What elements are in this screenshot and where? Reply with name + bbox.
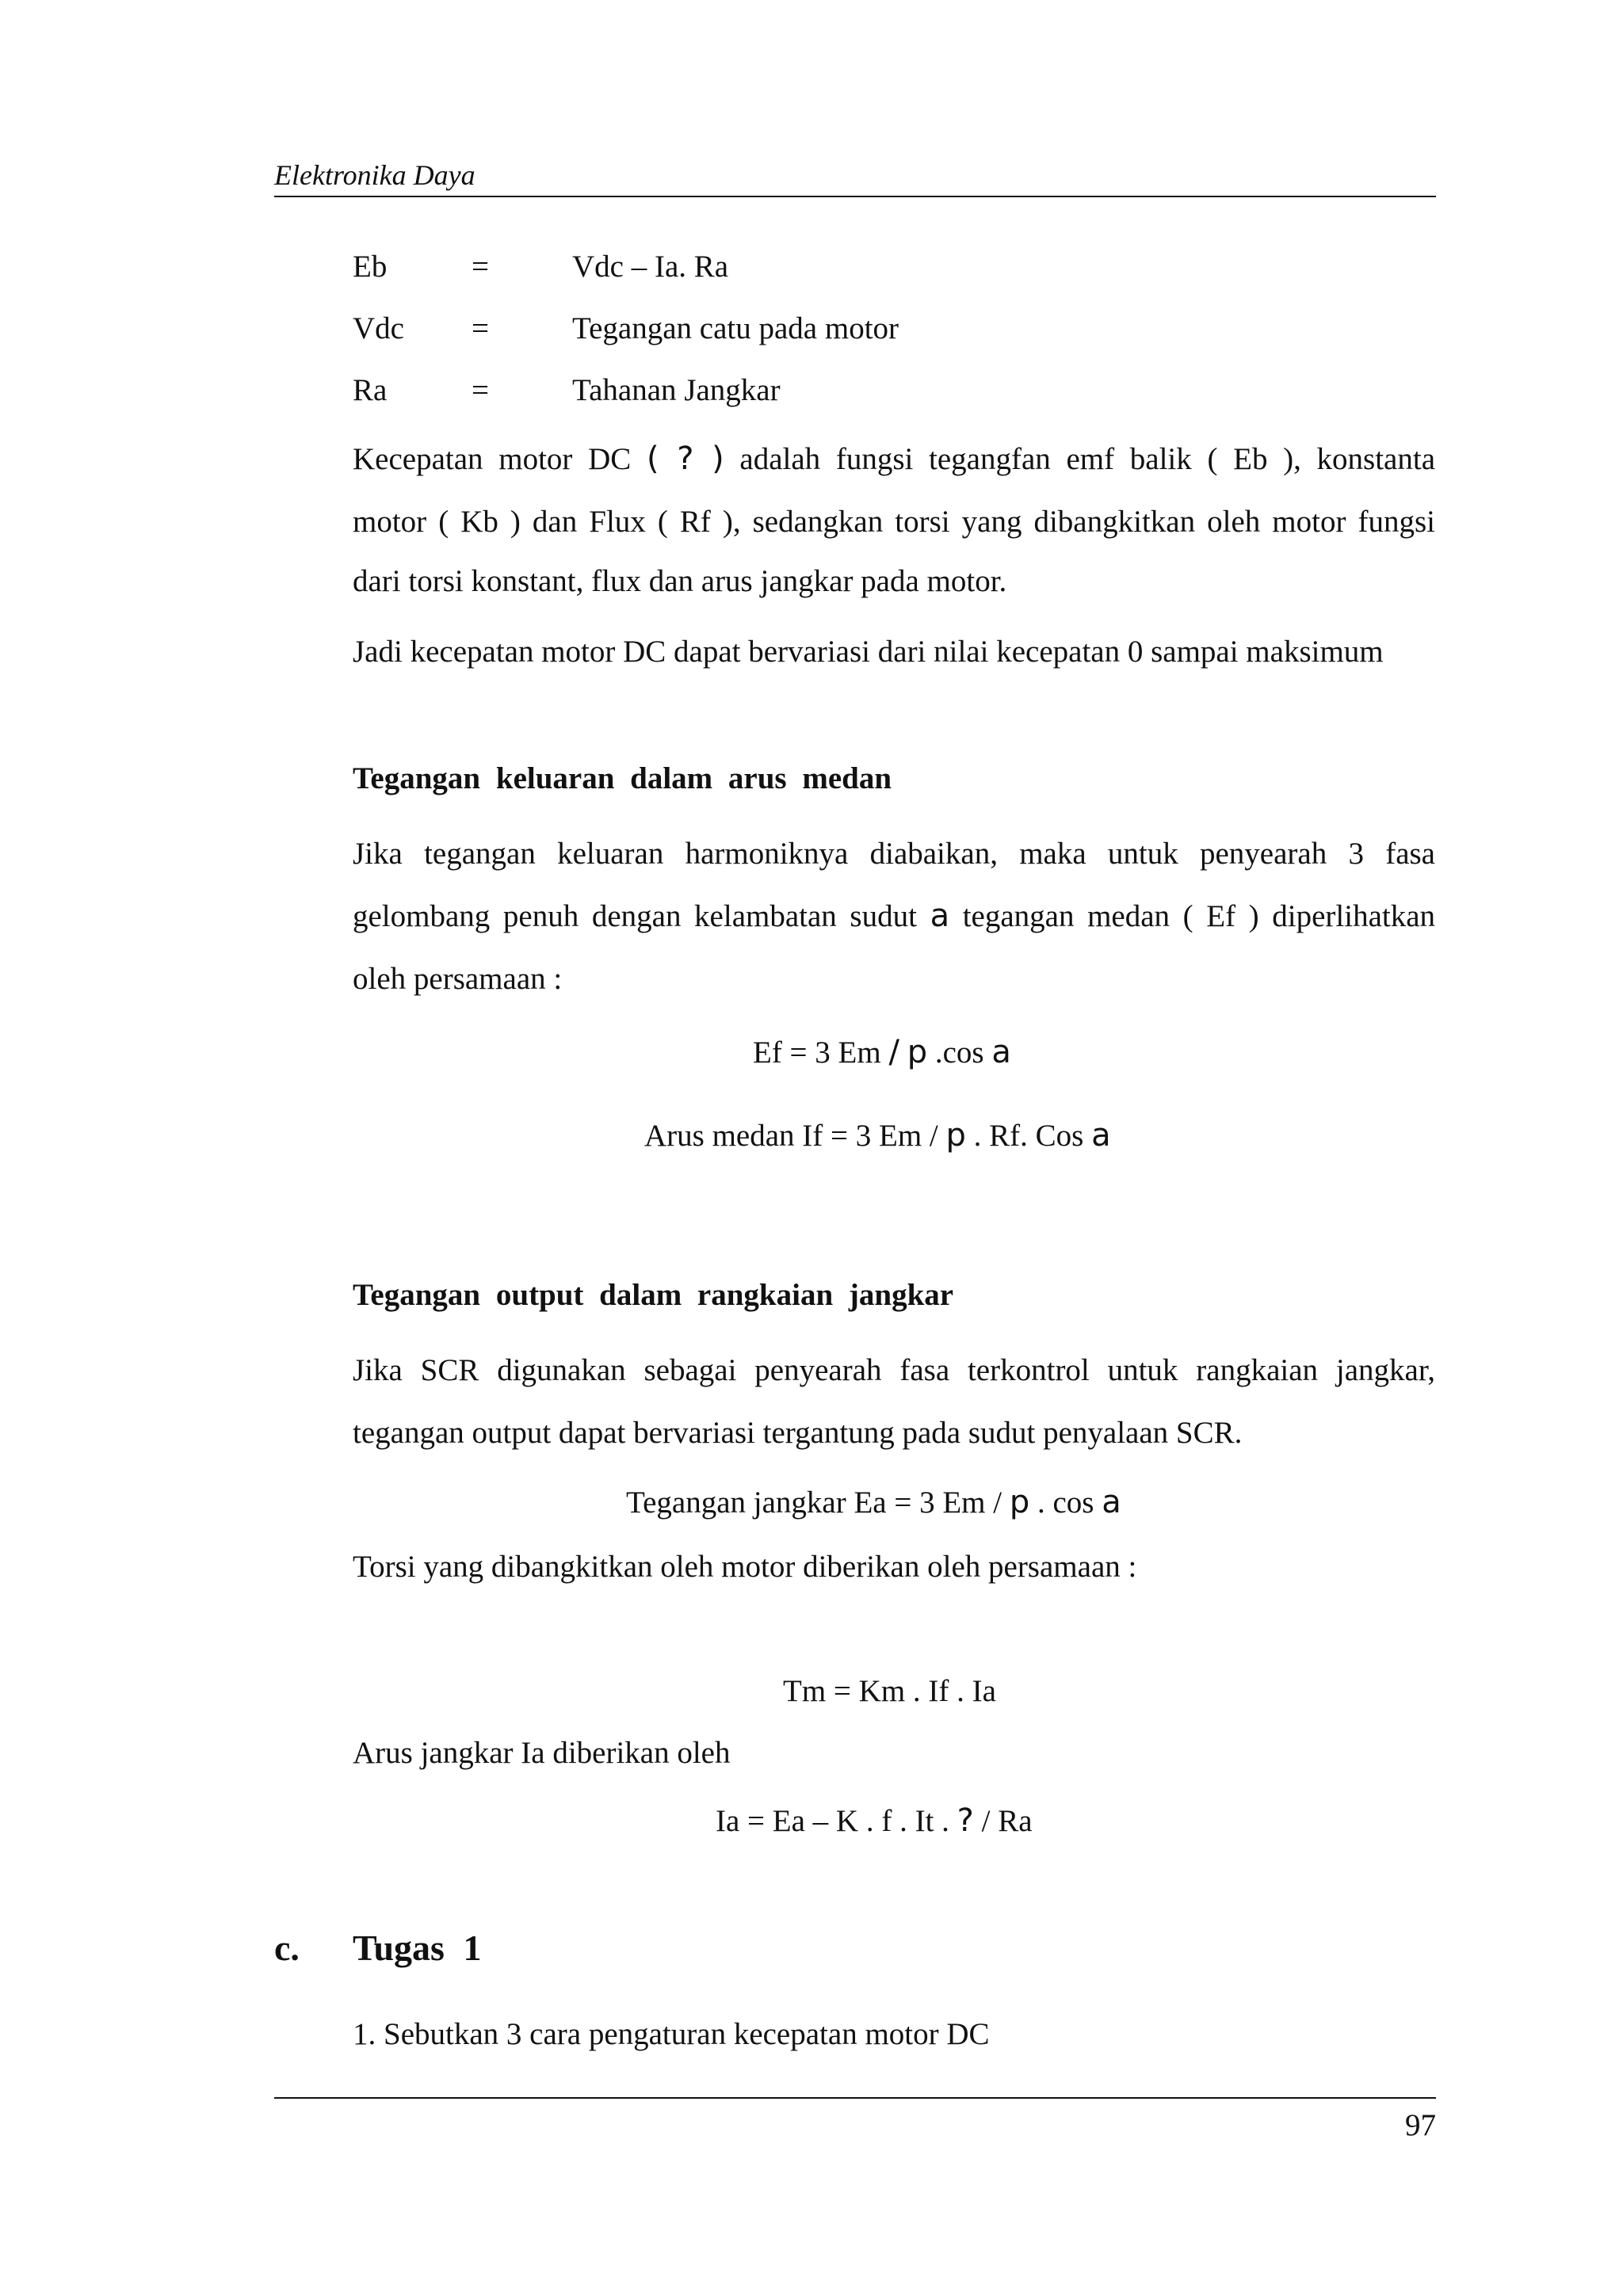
equation-ef [753, 1034, 1011, 1070]
paragraph-line: motor ( Kb ) dan Flux ( Rf ), sedangkan torsi yang dibangkitkan oleh motor fungsi [353, 505, 1435, 539]
omega-symbol: ( ? ) [646, 441, 724, 477]
alpha-symbol: a [930, 898, 950, 934]
alpha-symbol: a [1091, 1117, 1111, 1154]
header-rule [274, 196, 1436, 197]
equation-ea [626, 1484, 1121, 1520]
def-equals-ra: = [472, 373, 489, 407]
eq-part: / Ra [981, 1804, 1033, 1838]
text-fragment: gelombang penuh dengan kelambatan sudut [353, 899, 917, 933]
paragraph-armature-voltage [353, 1339, 1435, 1464]
paragraph-line: Jika SCR digunakan sebagai penyearah fasa terkontrol untuk rangkaian jangkar, [353, 1353, 1435, 1387]
running-header: Elektronika Daya [274, 159, 475, 191]
def-value-vdc: Tegangan catu pada motor [572, 311, 899, 345]
section-letter: c. [274, 1928, 300, 1968]
def-term-ra: Ra [353, 373, 388, 407]
eq-part: Arus medan If = 3 Em / [644, 1119, 938, 1153]
equation-tm: Tm = Km . If . Ia [783, 1674, 996, 1708]
equation-if [644, 1117, 1111, 1154]
paragraph-motor-speed [353, 428, 1435, 610]
def-term-eb: Eb [353, 250, 388, 284]
def-value-ra: Tahanan Jangkar [572, 373, 781, 407]
alpha-symbol: a [1102, 1484, 1121, 1520]
def-term-vdc: Vdc [353, 311, 404, 345]
section-title-tugas: Tugas 1 [353, 1928, 482, 1968]
page-number: 97 [1405, 2108, 1436, 2142]
eq-slash: / [888, 1034, 899, 1070]
text-fragment: adalah fungsi tegangfan emf balik ( Eb ), konstanta [739, 442, 1436, 476]
eq-part: Ia = Ea – K . f . It . [716, 1804, 949, 1838]
paragraph-speed-variation: Jadi kecepatan motor DC dapat bervariasi dari nilai kecepatan 0 sampai maksimum [353, 635, 1384, 669]
paragraph-field-voltage [353, 822, 1435, 1010]
pi-symbol: p [1009, 1484, 1030, 1520]
eq-part: Tegangan jangkar Ea = 3 Em / [626, 1486, 1002, 1520]
heading-field-voltage: Tegangan keluaran dalam arus medan [353, 761, 892, 795]
pi-symbol: p [907, 1034, 928, 1070]
paragraph-line [353, 885, 1435, 948]
paragraph-torque-intro: Torsi yang dibangkitkan oleh motor diberikan oleh persamaan : [353, 1550, 1137, 1584]
paragraph-line [353, 428, 1435, 490]
paragraph-line: oleh persamaan : [353, 962, 563, 996]
equation-ia [716, 1802, 1033, 1839]
heading-armature-voltage: Tegangan output dalam rangkaian jangkar [353, 1278, 954, 1312]
def-equals-vdc: = [472, 311, 489, 345]
eq-part: . Rf. Cos [973, 1119, 1084, 1153]
pi-symbol: p [945, 1117, 966, 1154]
omega-symbol: ? [957, 1802, 974, 1839]
alpha-symbol: a [991, 1034, 1011, 1070]
eq-part: .cos [934, 1035, 984, 1070]
eq-part: . cos [1037, 1486, 1094, 1520]
footer-rule [274, 2097, 1436, 2099]
paragraph-line: Jika tegangan keluaran harmoniknya diabaikan, maka untuk penyearah 3 fasa [353, 837, 1435, 871]
def-equals-eb: = [472, 250, 489, 284]
text-fragment: tegangan medan ( Ef ) diperlihatkan [962, 899, 1436, 933]
list-item: 1. Sebutkan 3 cara pengaturan kecepatan motor DC [353, 2017, 990, 2051]
paragraph-armature-current-intro: Arus jangkar Ia diberikan oleh [353, 1736, 731, 1770]
paragraph-line: dari torsi konstant, flux dan arus jangkar pada motor. [353, 564, 1007, 598]
def-value-eb: Vdc – Ia. Ra [572, 250, 729, 284]
paragraph-line: tegangan output dapat bervariasi tergantung pada sudut penyalaan SCR. [353, 1416, 1243, 1450]
text-fragment: Kecepatan motor DC [353, 442, 632, 476]
eq-part: Ef = 3 Em [753, 1035, 881, 1070]
